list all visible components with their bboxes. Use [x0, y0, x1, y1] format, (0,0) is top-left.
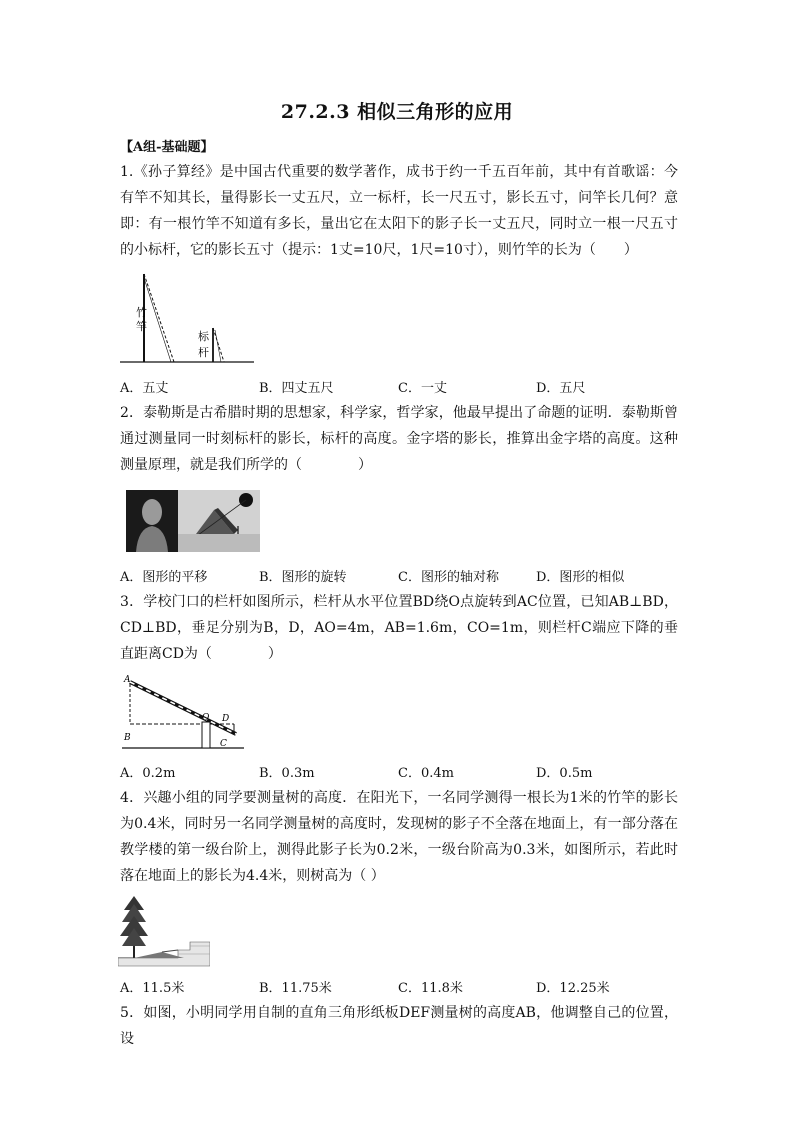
question-2-figure	[126, 490, 260, 552]
bamboo-shadow-ray	[144, 274, 174, 362]
tree-shadow	[134, 952, 184, 958]
label-O: O	[202, 713, 210, 723]
question-3-figure	[118, 672, 248, 756]
option-c: C．一丈	[398, 381, 447, 396]
option-d: D．图形的相似	[536, 570, 625, 585]
option-b: B．四丈五尺	[259, 381, 334, 396]
section-heading: 【A组-基础题】	[120, 140, 214, 155]
page-title: 27.2.3 相似三角形的应用	[280, 101, 514, 123]
question-4-options	[120, 977, 680, 997]
marker-shadow-ray-2	[215, 330, 221, 362]
option-a: A．图形的平移	[120, 570, 208, 585]
question-2-options	[120, 566, 680, 586]
question-1-options	[120, 377, 680, 397]
label-bamboo-1: 竹	[136, 306, 147, 319]
label-bamboo-2: 竿	[136, 320, 147, 333]
question-5-stem: 5．如图，小明同学用自制的直角三角形纸板DEF测量树的高度AB，他调整自己的位置，设	[120, 1005, 678, 1047]
option-c: C．11.8米	[398, 981, 463, 996]
question-4-figure	[118, 894, 210, 968]
option-a: A．五丈	[120, 381, 169, 396]
label-B: B	[124, 733, 131, 743]
question-2-stem: 2．泰勒斯是古希腊时期的思想家，科学家，哲学家，他最早提出了命题的证明．泰勒斯曾通过测量同一时刻标杆的影长，标杆的高度。金字塔的影长，推算出金字塔的高度。这种测量原理，就是我们所学的（ ）	[120, 405, 678, 473]
label-marker-1: 标	[198, 330, 209, 343]
option-d: D．0.5m	[536, 766, 593, 781]
question-3-options	[120, 762, 680, 782]
label-C: C	[220, 739, 227, 749]
option-d: D．12.25米	[536, 981, 610, 996]
pivot-post	[202, 722, 210, 748]
question-1-stem: 1.《孙子算经》是中国古代重要的数学著作，成书于约一千五百年前，其中有首歌谣：今有竿不知其长，量得影长一丈五尺，立一标杆，长一尺五寸，影长五寸，问竿长几何？意即：有一根竹竿不知道有多长，量出它在太阳下的影子长一丈五尺，同时立一根一尺五寸的小标杆，它的影长五寸（提示：1丈=10尺，1尺=10寸），则竹竿的长为（ ）	[120, 164, 678, 258]
label-A: A	[124, 675, 131, 685]
option-b: B．图形的旋转	[259, 570, 347, 585]
option-a: A．0.2m	[120, 766, 176, 781]
question-3-stem: 3．学校门口的栏杆如图所示，栏杆从水平位置BD绕O点旋转到AC位置，已知AB⊥BD，CD⊥BD，垂足分别为B，D，AO=4m，AB=1.6m，CO=1m，则栏杆C端应下降的垂直距离CD为（ ）	[120, 594, 678, 662]
option-b: B．11.75米	[259, 981, 332, 996]
label-marker-2: 杆	[198, 346, 209, 359]
question-1-figure	[118, 270, 258, 368]
bust-head	[142, 499, 162, 525]
option-d: D．五尺	[536, 381, 586, 396]
option-c: C．图形的轴对称	[398, 570, 499, 585]
question-4-stem: 4．兴趣小组的同学要测量树的高度．在阳光下，一名同学测得一根长为1米的竹竿的影长为0.4米，同时另一名同学测量树的高度时，发现树的影子不全落在地面上，有一部分落在教学楼的第一级台阶上，测得此影子长为0.2米，一级台阶高为0.3米，如图所示，若此时落在地面上的影长为4.4米，则树高为（ ）	[120, 790, 678, 884]
option-b: B．0.3m	[259, 766, 315, 781]
option-a: A．11.5米	[120, 981, 185, 996]
bamboo-shadow-ray-2	[144, 278, 171, 362]
marker-shadow-ray	[213, 328, 224, 362]
label-D: D	[222, 714, 230, 724]
option-c: C．0.4m	[398, 766, 454, 781]
